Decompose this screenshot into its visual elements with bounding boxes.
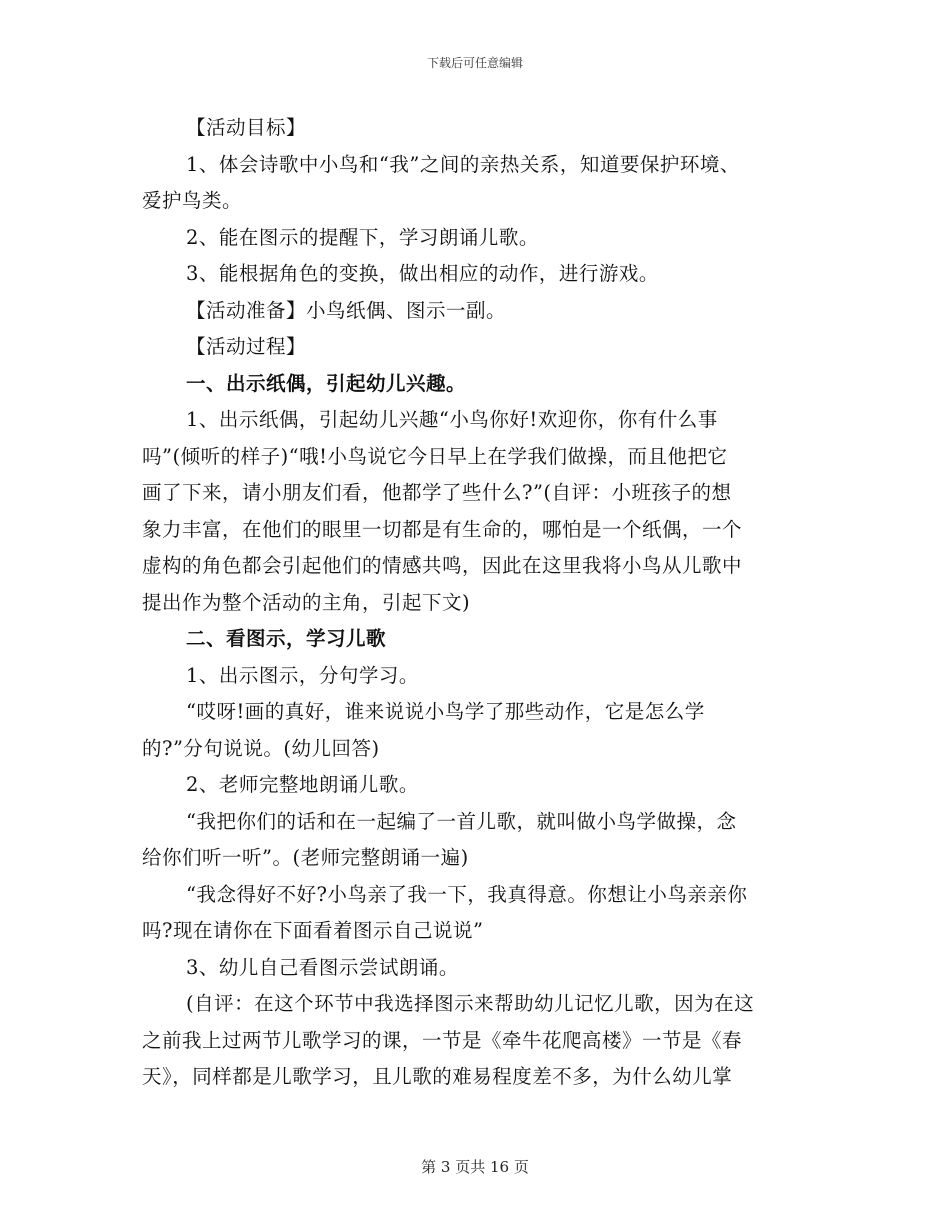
paragraph-line: 的?”分句说说。(幼儿回答)	[142, 736, 380, 760]
paragraph-line: 画了下来，请小朋友们看，他都学了些什么?”(自评：小班孩子的想	[142, 481, 732, 504]
paragraph-line: 2、老师完整地朗诵儿歌。	[186, 773, 419, 796]
paragraph-line: 提出作为整个活动的主角，引起下文)	[142, 590, 471, 614]
paragraph-line: 【活动过程】	[186, 335, 307, 358]
paragraph-line: “我念得好不好?小鸟亲了我一下，我真得意。你想让小鸟亲亲你	[186, 882, 748, 906]
document-body	[142, 110, 810, 1096]
paragraph-line: (自评：在这个环节中我选择图示来帮助幼儿记忆儿歌，因为在这	[186, 992, 755, 1015]
paragraph-line: 虚构的角色都会引起他们的情感共鸣，因此在这里我将小鸟从儿歌中	[142, 554, 743, 577]
paragraph-line: 爱护鸟类。	[142, 189, 243, 212]
paragraph-line: 1、体会诗歌中小鸟和“我”之间的亲热关系，知道要保护环境、	[186, 152, 740, 176]
section-heading: 二、看图示，学习儿歌	[186, 627, 387, 650]
paragraph-line: 1、出示纸偶，引起幼儿兴趣“小鸟你好!欢迎你，你有什么事	[186, 408, 718, 431]
paragraph-line: 吗?现在请你在下面看着图示自己说说”	[142, 919, 484, 942]
paragraph-line: 象力丰富，在他们的眼里一切都是有生命的，哪怕是一个纸偶，一个	[142, 517, 743, 541]
paragraph-line: 2、能在图示的提醒下，学习朗诵儿歌。	[186, 225, 539, 249]
paragraph-line: 3、幼儿自己看图示尝试朗诵。	[186, 955, 459, 979]
paragraph-line: 【活动准备】小鸟纸偶、图示一副。	[186, 298, 507, 322]
page-header: 下载后可任意编辑	[426, 56, 523, 70]
paragraph-line: 【活动目标】	[186, 116, 307, 139]
paragraph-line: “哎呀!画的真好，谁来说说小鸟学了那些动作，它是怎么学	[186, 700, 705, 723]
paragraph-line: 给你们听一听”。(老师完整朗诵一遍)	[142, 846, 469, 869]
section-heading: 一、出示纸偶，引起幼儿兴趣。	[186, 371, 467, 395]
paragraph-line: 1、出示图示，分句学习。	[186, 663, 419, 687]
paragraph-line: 之前我上过两节儿歌学习的课，一节是《牵牛花爬高楼》一节是《春	[142, 1028, 743, 1052]
paragraph-line: 3、能根据角色的变换，做出相应的动作，进行游戏。	[186, 262, 659, 285]
paragraph-line: “我把你们的话和在一起编了一首儿歌，就叫做小鸟学做操，念	[186, 809, 737, 833]
paragraph-line: 吗”(倾听的样子)“哦!小鸟说它今日早上在学我们做操，而且他把它	[142, 444, 728, 468]
paragraph-line: 天》，同样都是儿歌学习，且儿歌的难易程度差不多，为什么幼儿掌	[142, 1065, 733, 1088]
page-footer: 第 3 页共 16 页	[421, 1158, 529, 1176]
